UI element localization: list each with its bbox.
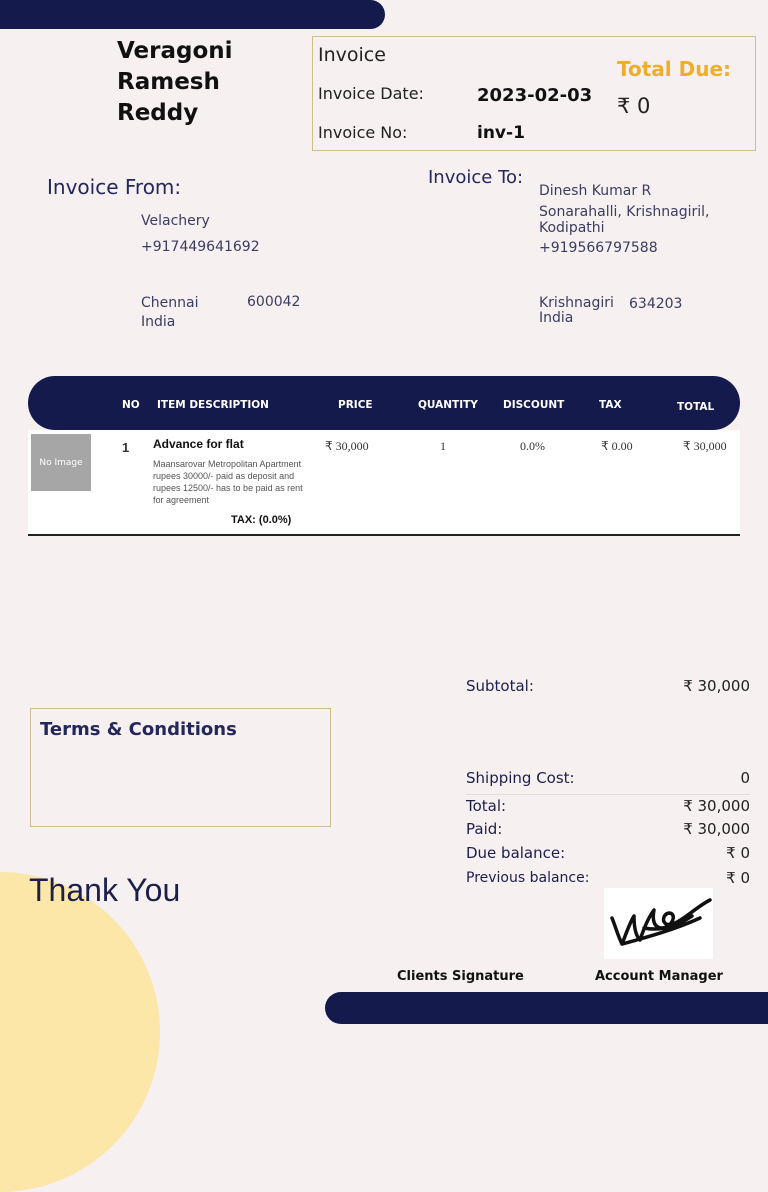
row-price: ₹ 30,000 xyxy=(325,439,369,453)
header-price: PRICE xyxy=(338,399,373,411)
terms-title: Terms & Conditions xyxy=(40,719,237,740)
signature-image xyxy=(604,888,713,959)
to-address-line: Kodipathi xyxy=(539,220,605,236)
previous-balance-value: ₹ 0 xyxy=(726,869,750,887)
total-label: Total: xyxy=(466,797,507,815)
invoice-no-value: inv-1 xyxy=(477,123,525,143)
table-row xyxy=(28,430,740,536)
row-quantity: 1 xyxy=(440,439,446,453)
to-country: India xyxy=(539,310,574,326)
company-name-line: Reddy xyxy=(117,100,199,126)
account-manager-label: Account Manager xyxy=(595,969,723,984)
from-country: India xyxy=(141,314,176,330)
header-tax: TAX xyxy=(599,399,622,411)
header-item-description: ITEM DESCRIPTION xyxy=(157,399,269,411)
invoice-date-value: 2023-02-03 xyxy=(477,85,593,106)
row-discount: 0.0% xyxy=(520,439,545,453)
total-due-label: Total Due: xyxy=(617,57,732,81)
invoice-no-label: Invoice No: xyxy=(318,123,408,142)
summary-divider xyxy=(466,794,750,795)
from-city: Chennai xyxy=(141,295,199,311)
company-name-line: Ramesh xyxy=(117,69,220,95)
due-balance-value: ₹ 0 xyxy=(726,844,750,862)
thank-you-text: Thank You xyxy=(29,872,181,908)
shipping-label: Shipping Cost: xyxy=(466,769,575,787)
paid-label: Paid: xyxy=(466,820,503,838)
row-no: 1 xyxy=(122,440,130,455)
row-item-description: Maansarovar Metropolitan Apartment rupees 30000/- paid as deposit and rupees 12500/- has to be paid as rent for agreement xyxy=(153,459,303,505)
company-name xyxy=(117,36,297,129)
invoice-title: Invoice xyxy=(318,44,386,66)
row-tax-note: TAX: (0.0%) xyxy=(231,514,292,526)
shipping-value: 0 xyxy=(740,769,750,787)
signature-scribble-icon xyxy=(604,888,713,959)
to-address-line: Sonarahalli, Krishnagiril, xyxy=(539,204,710,220)
top-banner-bar xyxy=(0,0,385,29)
header-discount: DISCOUNT xyxy=(503,399,565,411)
clients-signature-label: Clients Signature xyxy=(397,969,524,984)
total-value: ₹ 30,000 xyxy=(683,797,750,815)
header-total: TOTAL xyxy=(677,401,715,413)
due-balance-label: Due balance: xyxy=(466,844,566,862)
header-no: NO xyxy=(122,399,140,411)
to-city: Krishnagiri xyxy=(539,295,614,311)
invoice-to-title: Invoice To: xyxy=(428,167,524,188)
invoice-from-title: Invoice From: xyxy=(47,175,182,199)
item-image-placeholder: No Image xyxy=(31,434,91,491)
total-due-value: ₹ 0 xyxy=(617,94,651,118)
to-phone: +919566797588 xyxy=(539,240,658,256)
to-zip: 634203 xyxy=(629,296,683,312)
subtotal-value: ₹ 30,000 xyxy=(683,677,750,695)
paid-value: ₹ 30,000 xyxy=(683,820,750,838)
row-item-name: Advance for flat xyxy=(153,437,244,451)
previous-balance-label: Previous balance: xyxy=(466,870,590,886)
from-zip: 600042 xyxy=(247,294,301,310)
bottom-banner-bar xyxy=(325,992,768,1024)
subtotal-label: Subtotal: xyxy=(466,677,534,695)
from-street: Velachery xyxy=(141,213,210,229)
company-name-line: Veragoni xyxy=(117,38,233,64)
decorative-circle xyxy=(0,872,160,1192)
row-tax: ₹ 0.00 xyxy=(601,439,633,453)
row-total: ₹ 30,000 xyxy=(683,439,727,453)
invoice-date-label: Invoice Date: xyxy=(318,84,424,103)
to-name: Dinesh Kumar R xyxy=(539,183,652,199)
from-phone: +917449641692 xyxy=(141,239,260,255)
header-quantity: QUANTITY xyxy=(418,399,478,411)
